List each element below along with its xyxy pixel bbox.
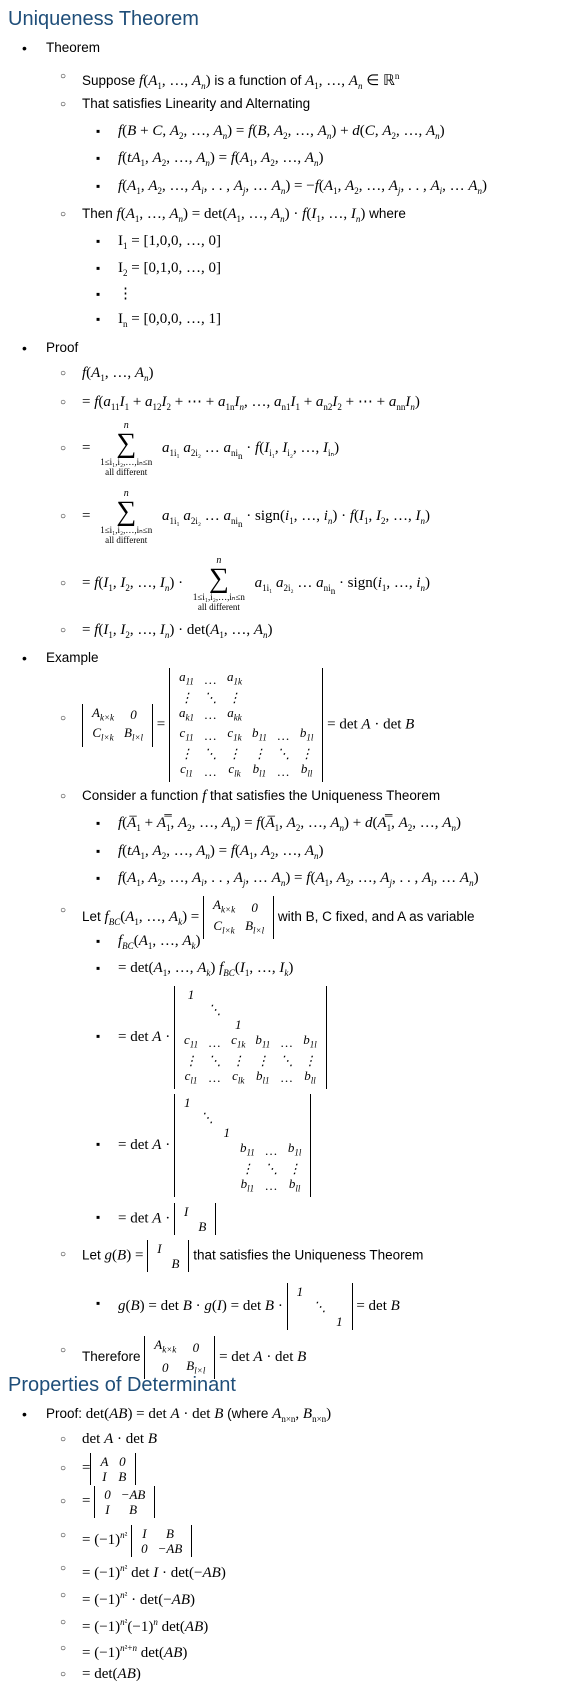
identity-i1: ▪ $I_1 = [1,0,0$, …, 0] — [118, 231, 221, 256]
summation-symbol: n ∑ 1≤i₁,i₂,…,iₙ≤n all different — [192, 554, 245, 612]
example-label: • Example — [46, 648, 99, 668]
let-fbc-line: ○ Let $f_{BC}(A_1$, …, $A_k$) = $A_{k\times k}$ 0 $C_{l\times k}$ $B_{l\times l}$ with B, C fixed, and A as variable — [82, 896, 474, 939]
example-linearity-scale: ▪ $f(tA_1$, $A_2$, …, $A_n) = f(A_1$, $A_2$, …, $A_n$) — [118, 841, 324, 866]
alternating: ▪ $f(A_1$, $A_2$, …, $A_i$, . . , $A_j$, … $A_n) = -f(A_1$, $A_2$, …, $A_j$, . . , $A_i$, … $A_n$) — [118, 176, 487, 201]
det-step-3: ○ = 0 −AB I B — [82, 1484, 155, 1518]
det-step-2: ○ = A 0 I B — [82, 1451, 136, 1485]
matrix: $a_{11}$ … $a_{1k}$ ⋮ ⋱ ⋮ $a_{k1}$ … $a_{kk}$ $c_{11}$ … $c_{1k}$ $b_{11}$ … $b_{1l}$ ⋮ ⋱ ⋮ ⋮ ⋱ ⋮ $c_{l1}$ … $c_{lk}$ $b_{l1}$ … $b_{ll}$ — [169, 668, 323, 782]
theorem-then: ○ Then $f(A_1$, …, $A_n) = \det(A_1$, …, $A_n) \cdot f(I_1$, …, $I_n$) where — [82, 204, 406, 229]
summation-symbol: n ∑ 1≤i₁,i₂,…,iₙ≤n all different — [100, 487, 153, 545]
fbc-step-3: ▪ = det A · 1 ⋱ 1 $c_{11}$ … $c_{1k}$ $b_{11}$ … $b_{1l}$ ⋮ ⋱ ⋮ ⋮ ⋱ ⋮ $c_{l1}$ … $c_{lk}$ $b_{l1}$ … $b_{ll}$ — [118, 986, 327, 1089]
properties-proof: • Proof: det(AB) = det A · det B (where $A_{n\times n}$, $B_{n\times n}$) — [46, 1404, 331, 1429]
det-step-9: ○ = det(AB) — [82, 1664, 141, 1684]
det-step-1: ○ det A · det B — [82, 1429, 157, 1449]
identity-i2: ▪ $I_2 = [0,1,0$, …, 0] — [118, 258, 221, 283]
fbc-step-5: ▪ = det A · I B — [118, 1203, 216, 1235]
det-step-4: ○ = $(-1)^{n^2}$ I B 0 −AB — [82, 1518, 192, 1557]
g-result: ▪ g(B) = det B · g(I) = det B · 1 ⋱ 1 = det B — [118, 1283, 400, 1330]
proof-step-3: ○ = n ∑ 1≤i₁,i₂,…,iₙ≤n all different $a_{1i_1}$ $a_{2i_2}$ … $a_{ni_n} \cdot f(I_{i_1}$, $I_{i_2}$, …, $I_{i_n}$) — [82, 418, 339, 486]
example-linearity-add: ▪ $f(A̅_1$ + $A̿_1$, $A_2$, …, $A_n$) = $f(A̅_1$, $A_2$, …, $A_n$) + $d(A̿_1$, $A_2$, …, $A_n$) — [118, 813, 461, 838]
theorem-line-1: ○ Suppose $f(A_1$, …, $A_n$) is a function of $A_1$, …, $A_n$ ∈ ℝ$^n$ — [82, 66, 399, 96]
example-alternating: ▪ $f(A_1$, $A_2$, …, $A_i$, . . , $A_j$, … $A_n) = f(A_1$, $A_2$, …, $A_j$, . . , $A_i$, … $A_n$) — [118, 868, 479, 893]
matrix: 1 ⋱ 1 — [287, 1283, 353, 1330]
matrix: ○ $A_{k\times k}$ 0 $C_{l\times k}$ $B_{l\times l}$ — [82, 704, 153, 747]
uniqueness-title: Uniqueness Theorem — [8, 8, 199, 30]
matrix: $A_{k\times k}$ 0 $C_{l\times k}$ $B_{l\times l}$ — [203, 896, 274, 939]
det-step-7: ○ = $(-1)^{n^2}(-1)^n$ det(AB) — [82, 1612, 208, 1637]
det-step-8: ○ = $(-1)^{n^2+n}$ det(AB) — [82, 1638, 187, 1663]
linearity-add: ▪ f(B + C, $A_2$, …, $A_n) = f(B$, $A_2$, …, $A_n) + d(C$, $A_2$, …, $A_n$) — [118, 121, 445, 146]
proof-step-5: ○ = $f(I_1$, $I_2$, …, $I_n$) · n ∑ 1≤i₁,i₂,…,iₙ≤n all different $a_{1i_1}$ $a_{2i_2}$ … $a_{ni_n}$ · $sign(i_1$, …, $i_n$) — [82, 553, 430, 621]
identity-in: ▪ $I_n = [0,0,0$, …, 1] — [118, 309, 221, 334]
matrix: 1 ⋱ 1 $c_{11}$ … $c_{1k}$ $b_{11}$ … $b_{1l}$ ⋮ ⋱ ⋮ ⋮ ⋱ ⋮ $c_{l1}$ … $c_{lk}$ $b_{l1}$ … $b_{ll}$ — [174, 986, 327, 1089]
theorem-label: • Theorem — [46, 38, 100, 58]
identity-dots: ▪ ⋮ — [118, 284, 133, 304]
det-step-5: ○ = $(-1)^{n^2}$ det I · det(−AB) — [82, 1558, 226, 1583]
fbc-step-1: ▪ $f_{BC}(A_1$, …, $A_k$) — [118, 931, 201, 956]
let-g-line: ○ Let g(B) = I B that satisfies the Uniqueness Theorem — [82, 1240, 423, 1272]
matrix: I B — [174, 1203, 216, 1235]
proof-step-4: ○ = n ∑ 1≤i₁,i₂,…,iₙ≤n all different $a_{1i_1}$ $a_{2i_2}$ … $a_{ni_n}$ · $sign(i_1$, …, $i_n) \cdot f(I_1$, $I_2$, …, $I_n$) — [82, 486, 430, 554]
proof-step-6: ○ = $f(I_1$, $I_2$, …, $I_n) \cdot \det(A_1$, …, $A_n$) — [82, 620, 273, 645]
det-step-6: ○ = $(-1)^{n^2} \cdot \det(-AB)$ — [82, 1585, 195, 1610]
matrix: 0 −AB I B — [94, 1486, 155, 1518]
proof-label: • Proof — [46, 338, 78, 358]
summation-symbol: n ∑ 1≤i₁,i₂,…,iₙ≤n all different — [100, 419, 153, 477]
block-determinant: ○ $A_{k\times k}$ 0 $C_{l\times k}$ $B_{l\times l}$ = $a_{11}$ … $a_{1k}$ ⋮ ⋱ ⋮ $a_{k1}$ … $a_{kk}$ $c_{11}$ … $c_{1k}$ $b_{11}$ … $b_{1l}$ ⋮ ⋱ ⋮ ⋮ ⋱ ⋮ $c_{l1}$ … $c_{lk}$ $b_{l1}$ … $b_{ll}$ = det A · det B — [82, 668, 414, 782]
fbc-step-2: ▪ = $\det(A_1$, …, $A_k$) $f_{BC}(I_1$, …, $I_k$) — [118, 958, 293, 983]
matrix: I B — [147, 1240, 189, 1272]
properties-title: Properties of Determinant — [8, 1374, 236, 1396]
matrix: I B 0 −AB — [131, 1525, 192, 1557]
linearity-scale: ▪ $f(tA_1$, $A_2$, …, $A_n) = f(A_1$, $A_2$, …, $A_n$) — [118, 148, 324, 173]
matrix: 1 ⋱ 1 $b_{11}$ … $b_{1l}$ ⋮ ⋱ ⋮ $b_{l1}$ … $b_{ll}$ — [174, 1094, 311, 1197]
therefore-line: ○ Therefore $A_{k\times k}$ 0 0 $B_{l\times l}$ = det A · det B — [82, 1336, 306, 1379]
theorem-line-2: ○ That satisfies Linearity and Alternating — [82, 94, 310, 114]
proof-step-2: ○ = $f(a_{11}I_1 + a_{12}I_2$ + ⋯ + $a_{1n}I_n$, …, $a_{n1}I_1 + a_{n2}I_2$ + ⋯ + $a_{nn}I_n$) — [82, 392, 420, 417]
fbc-step-4: ▪ = det A · 1 ⋱ 1 $b_{11}$ … $b_{1l}$ ⋮ ⋱ ⋮ $b_{l1}$ … $b_{ll}$ — [118, 1094, 311, 1197]
proof-step-1: ○ $f(A_1$, …, $A_n$) — [82, 363, 154, 388]
matrix: A 0 I B — [90, 1453, 136, 1485]
consider-line: ○ Consider a function f that satisfies the Uniqueness Theorem — [82, 786, 440, 806]
matrix: $A_{k\times k}$ 0 0 $B_{l\times l}$ — [144, 1336, 215, 1379]
